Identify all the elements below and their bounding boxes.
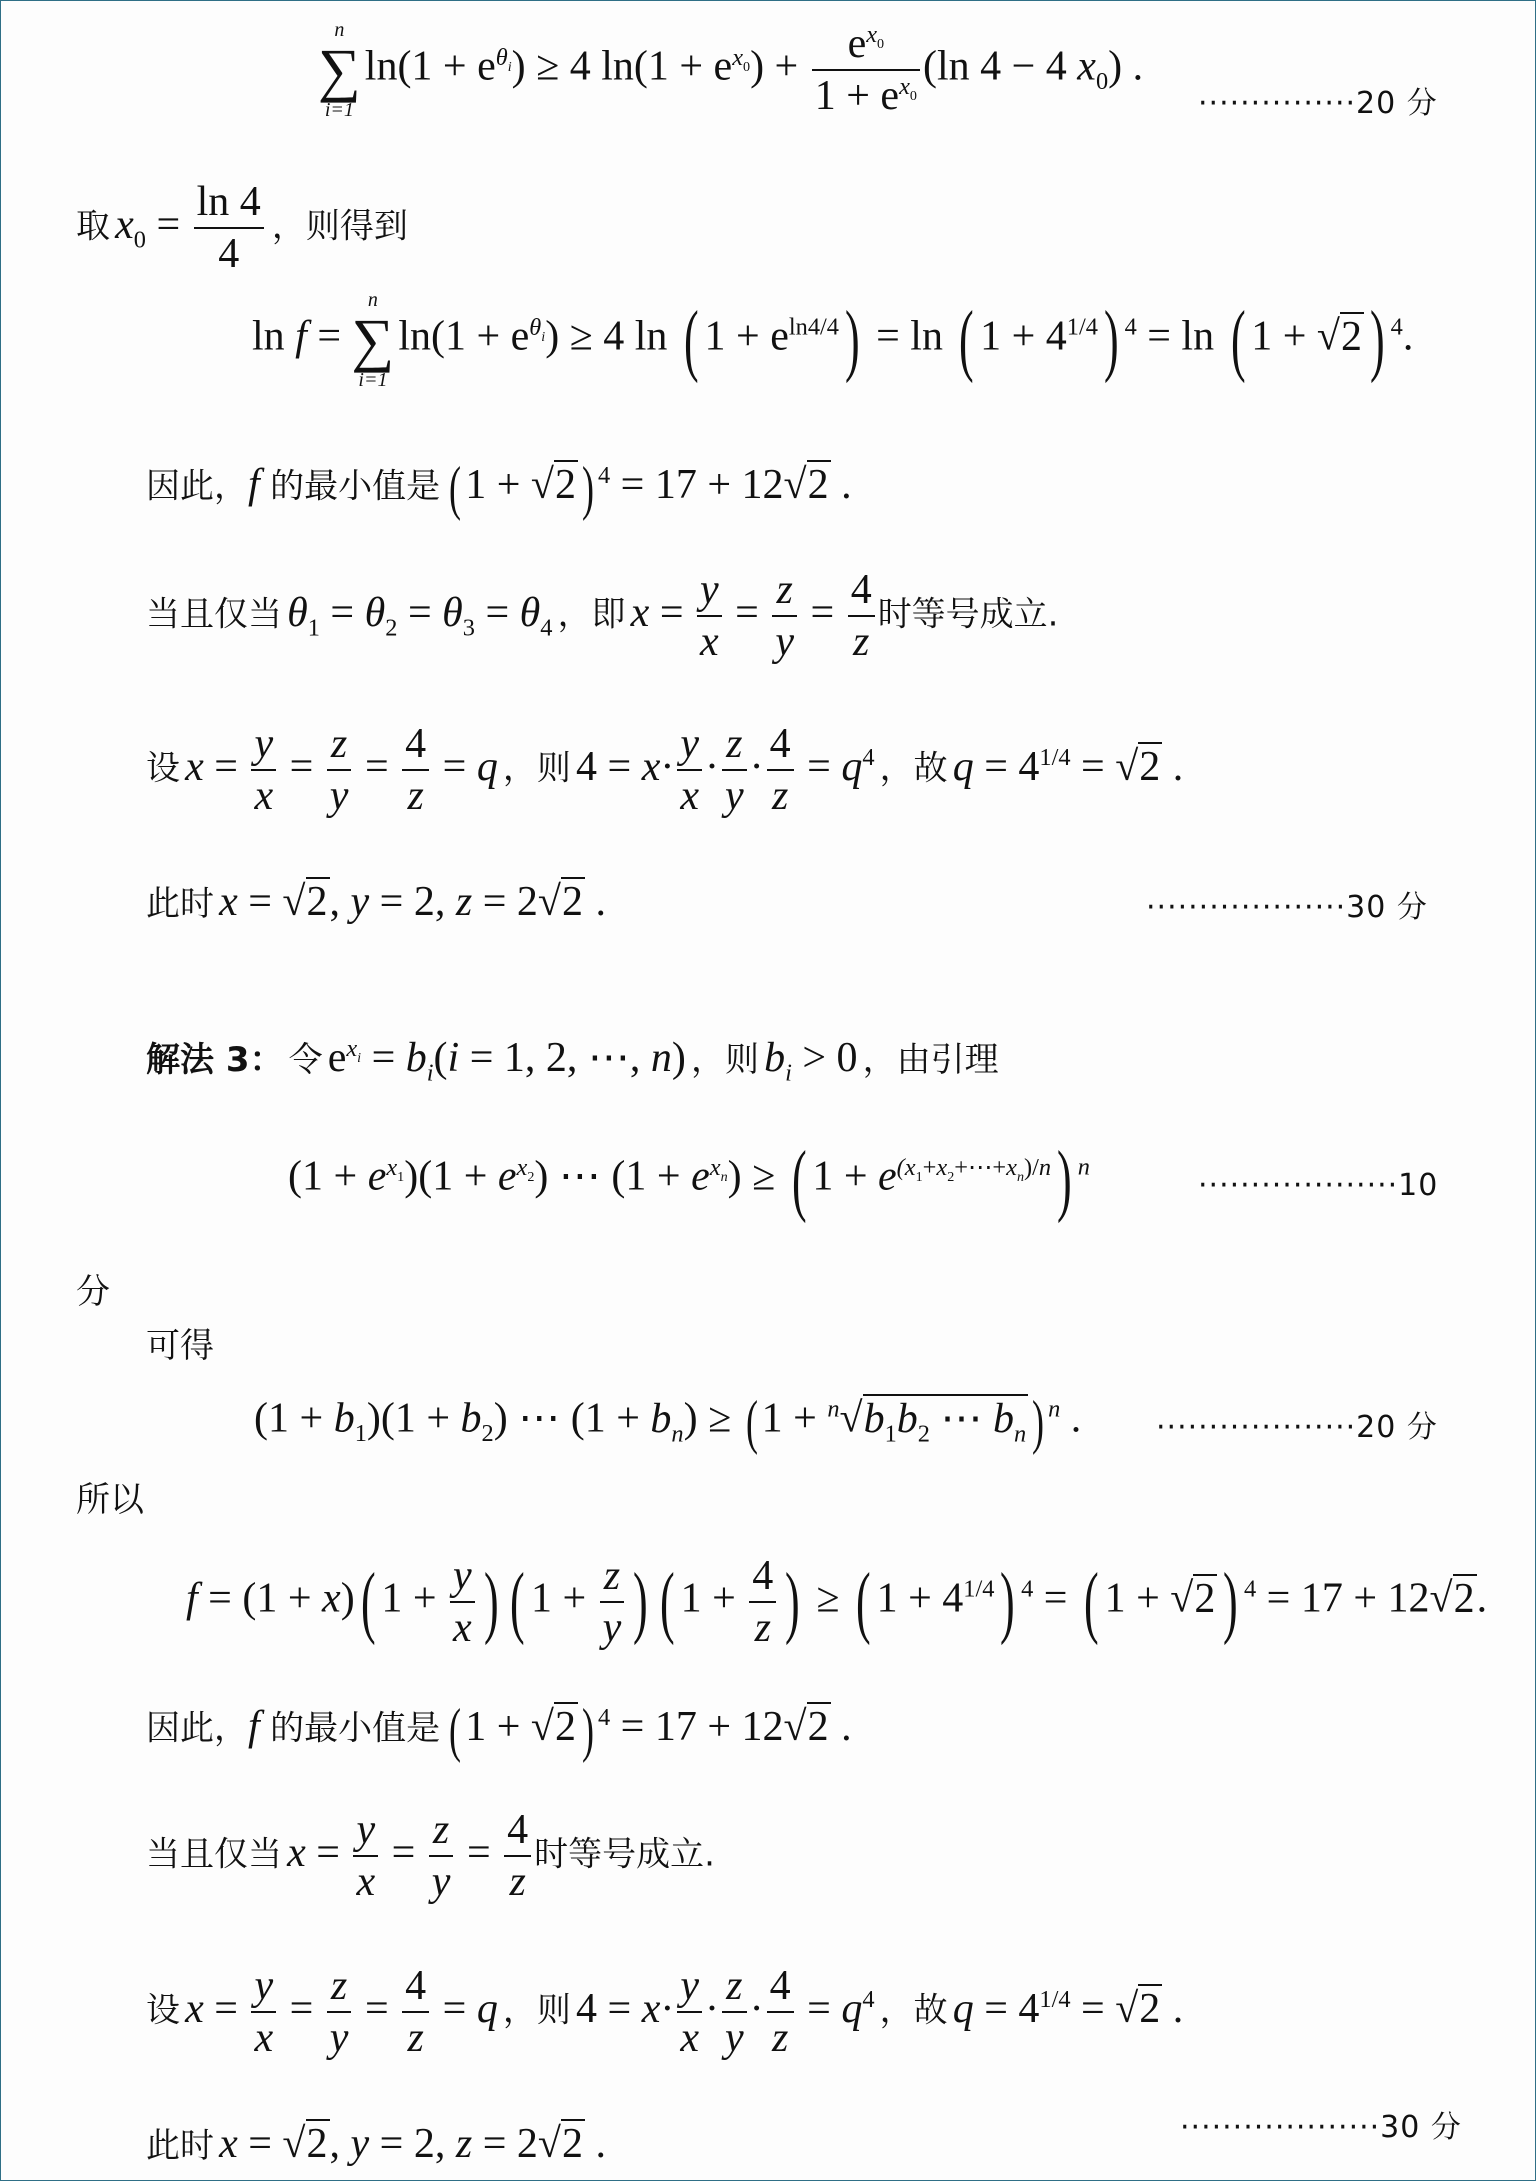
score-marker: ···················30 分	[1180, 2110, 1462, 2145]
score-marker: ···················30 分	[1146, 890, 1428, 925]
can-get-label: 可得	[146, 1326, 214, 1366]
values-line-1: 此时 x = √2, y = 2, z = 2√2 .	[146, 879, 606, 925]
score-marker: ···············20 分	[1198, 86, 1438, 121]
min-value-line-1: 因此，f 的最小值是 (1 + √2) $^4$ = 17 + 12√2 .	[146, 455, 852, 521]
equation-ln-f: ln f = n ∑ i=1 $\ln(1 + e^{\theta_i}) \ge 4$ ln ( $1 + e^{ln4/4}) = \ln$ ( $1 + 4^{1/4}$) $^4$ = ln ( 1 + √2) $^4$.	[252, 289, 1414, 391]
so-label: 所以	[76, 1480, 144, 1520]
equality-condition-1: 当且仅当 $\theta_1 = \theta_2 = \theta_3 = \theta_4$ ，即 x = $\frac{y}{x}$ = $\frac{z}{y}$ = $\frac{4}{z}$ 时等号成立.	[146, 567, 1059, 666]
take-x0-line: 取 $x_0$ = $\frac{\ln 4}{4}$ ，则得到	[76, 179, 408, 278]
score-marker: ···················20 分	[1156, 1410, 1438, 1445]
equation-b-product: $(1 + b_1)(1 + b_2)$ ⋯ $(1 + b_n) \ge (1 + ^n√b_1b_2$ ⋯ $b_n$) $^n$ .	[254, 1389, 1082, 1455]
equation-lemma: $(1 + e^{x_1})(1 + e^{x_2})$ ⋯ $(1 + e^{x_n})$ ≥ ( $1 + e^{(x_1+x_2+\cdots+x_n)/n}$) $^n$	[288, 1136, 1090, 1224]
score-unit: 分	[76, 1272, 110, 1312]
values-line-2: 此时 x = √2, y = 2, z = 2√2 .	[146, 2121, 606, 2167]
set-q-line-2: 设 x = $\frac{y}{x}$ = $\frac{z}{y}$ = $\frac{4}{z}$ = q ，则 4 = x· $\frac{y}{x}$ · $\frac{z}{y}$ · $\frac{4}{z}$ = $q^4$ ，故 $q = 4^{1/4} = √2$ .	[146, 1963, 1184, 2062]
equation-sum-tangent-bound: n ∑ i=1 $\ln(1 + e^{\theta_i}) \ge 4$ $\ln(1 + e^{x_0})$ + $\frac{e^{x_0}}{1 + e^{x_0}}$ (ln 4 − 4 $x_0$) .	[318, 19, 1144, 121]
equality-condition-2: 当且仅当 x = $\frac{y}{x}$ = $\frac{z}{y}$ = $\frac{4}{z}$ 时等号成立.	[146, 1807, 715, 1906]
set-q-line-1: 设 x = $\frac{y}{x}$ = $\frac{z}{y}$ = $\frac{4}{z}$ = q ，则 4 = x· $\frac{y}{x}$ · $\frac{z}{y}$ · $\frac{4}{z}$ = $q^4$ ，故 $q = 4^{1/4} = √2$ .	[146, 721, 1184, 820]
method-3-line: 解法 3： 令 $e^{x_i} = b_i(i = 1$, 2, ⋯, n) ，则 $b_i > 0$ ，由引理	[146, 1035, 999, 1087]
equation-f-bound: f = (1 + x)( 1 + $\frac{y}{x}$ ) ( 1 + $\frac{z}{y}$ ) ( 1 + $\frac{4}{z}$ ) ≥ ( $1 + 4^{1/4}$) $^4$ = ( 1 + √2) $^4$ = 17 + 12√2.	[186, 1553, 1488, 1652]
min-value-line-2: 因此，f 的最小值是 (1 + √2) $^4$ = 17 + 12√2 .	[146, 1697, 852, 1763]
score-marker: ···················10	[1198, 1168, 1439, 1203]
